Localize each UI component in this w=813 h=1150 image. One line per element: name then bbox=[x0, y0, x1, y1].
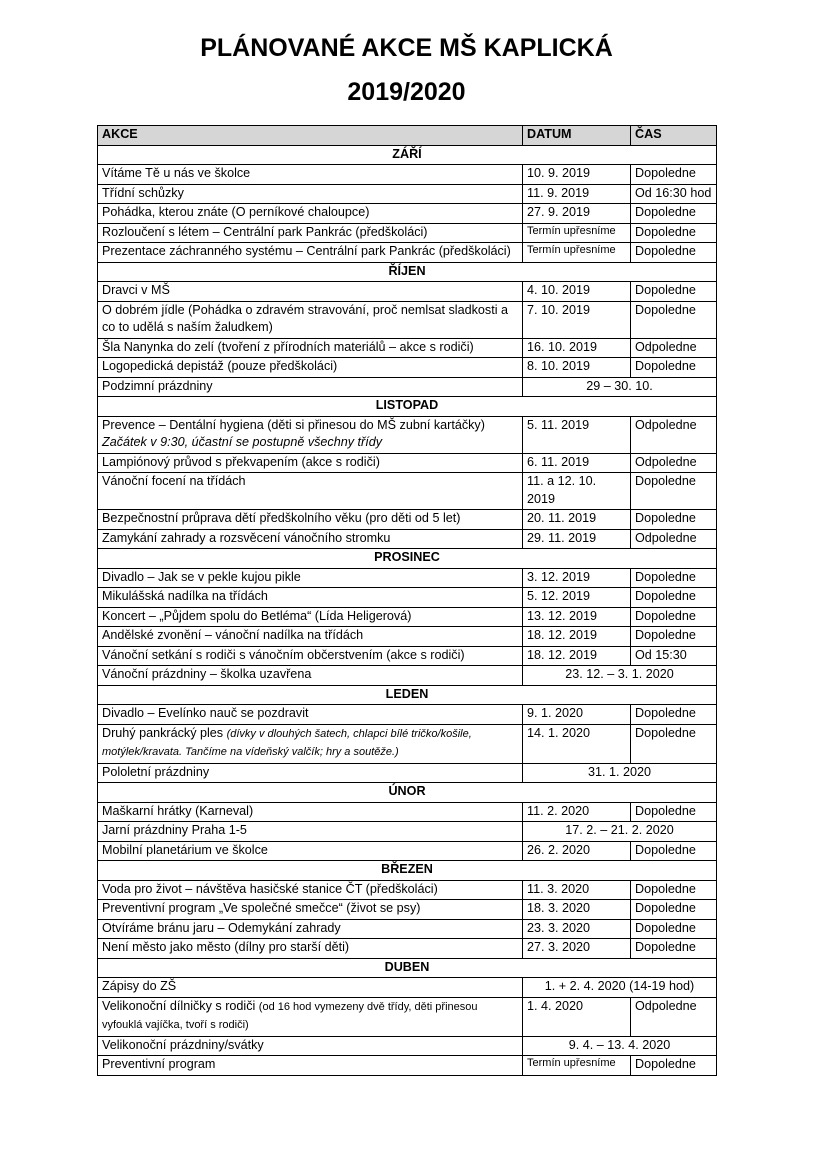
event-name: Preventivní program bbox=[102, 1057, 216, 1071]
cell-date-range: 29 – 30. 10. bbox=[523, 377, 717, 397]
table-row bbox=[98, 822, 717, 842]
cell-datum: 18. 3. 2020 bbox=[523, 900, 631, 920]
cell-akce bbox=[98, 724, 523, 763]
table-row bbox=[98, 627, 717, 647]
cell-akce bbox=[98, 453, 523, 473]
table-row bbox=[98, 282, 717, 302]
column-header-cas: ČAS bbox=[631, 126, 717, 146]
event-name: Pohádka, kterou znáte (O perníkové chaloupce) bbox=[102, 205, 370, 219]
event-name: O dobrém jídle (Pohádka o zdravém stravování, proč nemlsat sladkosti a co to udělá s naším žaludkem) bbox=[102, 302, 508, 334]
cell-akce bbox=[98, 301, 523, 338]
cell-datum: Termín upřesníme bbox=[523, 223, 631, 243]
table-row bbox=[98, 724, 717, 763]
cell-cas: Odpoledne bbox=[631, 338, 717, 358]
event-name: Třídní schůzky bbox=[102, 185, 184, 200]
event-name: Divadlo – Evelínko nauč se pozdravit bbox=[102, 706, 309, 720]
cell-datum: 7. 10. 2019 bbox=[523, 301, 631, 338]
cell-cas: Dopoledne bbox=[631, 900, 717, 920]
cell-datum: 5. 12. 2019 bbox=[523, 588, 631, 608]
event-name: Prevence – Dentální hygiena (děti si přinesou do MŠ zubní kartáčky) bbox=[102, 417, 485, 432]
table-row bbox=[98, 900, 717, 920]
cell-datum: 13. 12. 2019 bbox=[523, 607, 631, 627]
table-row bbox=[98, 802, 717, 822]
event-name: Šla Nanynka do zelí (tvoření z přírodních materiálů – akce s rodiči) bbox=[102, 339, 474, 354]
cell-datum: 8. 10. 2019 bbox=[523, 358, 631, 378]
cell-cas: Od 16:30 hod bbox=[631, 184, 717, 204]
table-row bbox=[98, 243, 717, 263]
cell-akce bbox=[98, 880, 523, 900]
cell-akce bbox=[98, 243, 523, 263]
table-row bbox=[98, 1036, 717, 1056]
cell-datum: Termín upřesníme bbox=[523, 243, 631, 263]
cell-cas: Dopoledne bbox=[631, 607, 717, 627]
event-name: Velikonoční dílničky s rodiči bbox=[102, 998, 256, 1013]
cell-datum: 9. 1. 2020 bbox=[523, 705, 631, 725]
event-name: Dravci v MŠ bbox=[102, 283, 170, 297]
cell-akce bbox=[98, 900, 523, 920]
cell-cas: Dopoledne bbox=[631, 841, 717, 861]
cell-datum: 23. 3. 2020 bbox=[523, 919, 631, 939]
cell-datum: 27. 9. 2019 bbox=[523, 204, 631, 224]
event-name: Vánoční setkání s rodiči s vánočním občerstvením (akce s rodiči) bbox=[102, 647, 465, 662]
table-row bbox=[98, 1056, 717, 1076]
cell-akce bbox=[98, 1056, 523, 1076]
month-row bbox=[98, 549, 717, 569]
cell-cas: Dopoledne bbox=[631, 919, 717, 939]
event-name: Bezpečnostní průprava dětí předškolního věku (pro děti od 5 let) bbox=[102, 511, 461, 525]
month-heading: ÚNOR bbox=[98, 783, 717, 803]
cell-datum: 16. 10. 2019 bbox=[523, 338, 631, 358]
cell-cas: Dopoledne bbox=[631, 880, 717, 900]
cell-datum: 26. 2. 2020 bbox=[523, 841, 631, 861]
table-row bbox=[98, 939, 717, 959]
month-heading: PROSINEC bbox=[98, 549, 717, 569]
event-name: Mobilní planetárium ve školce bbox=[102, 842, 268, 857]
event-note: (dívky v dlouhých šatech, chlapci bílé tričko/košile, motýlek/kravata. Tančíme na vídeňský valčík; hry a soutěže.) bbox=[102, 727, 472, 758]
table-row bbox=[98, 416, 717, 453]
event-name: Zápisy do ZŠ bbox=[102, 979, 177, 993]
cell-cas: Dopoledne bbox=[631, 588, 717, 608]
cell-date-range: 23. 12. – 3. 1. 2020 bbox=[523, 666, 717, 686]
cell-akce bbox=[98, 282, 523, 302]
table-row bbox=[98, 184, 717, 204]
cell-akce bbox=[98, 529, 523, 549]
cell-akce bbox=[98, 997, 523, 1036]
cell-cas: Dopoledne bbox=[631, 568, 717, 588]
month-heading: DUBEN bbox=[98, 958, 717, 978]
table-row bbox=[98, 529, 717, 549]
table-row bbox=[98, 763, 717, 783]
cell-akce bbox=[98, 165, 523, 185]
event-name: Divadlo – Jak se v pekle kujou pikle bbox=[102, 569, 301, 584]
table-row bbox=[98, 568, 717, 588]
cell-akce bbox=[98, 939, 523, 959]
cell-akce bbox=[98, 646, 523, 666]
month-heading: BŘEZEN bbox=[98, 861, 717, 881]
cell-date-range: 1. + 2. 4. 2020 (14-19 hod) bbox=[523, 978, 717, 998]
month-heading: LEDEN bbox=[98, 685, 717, 705]
cell-cas: Dopoledne bbox=[631, 243, 717, 263]
page-title: PLÁNOVANÉ AKCE MŠ KAPLICKÁ bbox=[200, 34, 613, 62]
cell-datum: 6. 11. 2019 bbox=[523, 453, 631, 473]
cell-datum: Termín upřesníme bbox=[523, 1056, 631, 1076]
event-name: Velikonoční prázdniny/svátky bbox=[102, 1037, 264, 1052]
event-name: Voda pro život – návštěva hasičské stanice ČT (předškoláci) bbox=[102, 881, 438, 896]
table-row bbox=[98, 880, 717, 900]
event-name: Lampiónový průvod s překvapením (akce s rodiči) bbox=[102, 454, 380, 469]
cell-datum: 10. 9. 2019 bbox=[523, 165, 631, 185]
cell-cas: Dopoledne bbox=[631, 939, 717, 959]
event-name: Vánoční focení na třídách bbox=[102, 474, 246, 488]
month-heading: ŘÍJEN bbox=[98, 262, 717, 282]
cell-akce bbox=[98, 802, 523, 822]
cell-datum: 11. 9. 2019 bbox=[523, 184, 631, 204]
table-row bbox=[98, 165, 717, 185]
cell-datum: 11. a 12. 10. 2019 bbox=[523, 473, 631, 510]
school-year: 2019/2020 bbox=[347, 78, 466, 106]
events-table bbox=[97, 125, 717, 1076]
table-row bbox=[98, 510, 717, 530]
table-row bbox=[98, 204, 717, 224]
cell-akce bbox=[98, 358, 523, 378]
cell-akce bbox=[98, 473, 523, 510]
cell-akce bbox=[98, 919, 523, 939]
cell-cas: Dopoledne bbox=[631, 510, 717, 530]
event-name: Pololetní prázdniny bbox=[102, 764, 210, 779]
cell-akce bbox=[98, 377, 523, 397]
cell-cas: Dopoledne bbox=[631, 301, 717, 338]
table-row bbox=[98, 223, 717, 243]
cell-cas: Odpoledne bbox=[631, 453, 717, 473]
cell-datum: 14. 1. 2020 bbox=[523, 724, 631, 763]
column-header-datum: DATUM bbox=[523, 126, 631, 146]
cell-cas: Odpoledne bbox=[631, 416, 717, 453]
month-heading: LISTOPAD bbox=[98, 397, 717, 417]
event-note: Začátek v 9:30, účastní se postupně všechny třídy bbox=[102, 435, 383, 449]
cell-datum: 18. 12. 2019 bbox=[523, 627, 631, 647]
cell-akce bbox=[98, 705, 523, 725]
cell-akce bbox=[98, 510, 523, 530]
cell-akce bbox=[98, 822, 523, 842]
event-name: Jarní prázdniny Praha 1-5 bbox=[102, 823, 247, 837]
event-name: Vánoční prázdniny – školka uzavřena bbox=[102, 667, 312, 681]
cell-datum: 18. 12. 2019 bbox=[523, 646, 631, 666]
month-row bbox=[98, 397, 717, 417]
table-row bbox=[98, 646, 717, 666]
event-name: Vítáme Tě u nás ve školce bbox=[102, 166, 251, 180]
cell-akce bbox=[98, 978, 523, 998]
month-row bbox=[98, 262, 717, 282]
cell-cas: Dopoledne bbox=[631, 1056, 717, 1076]
month-row bbox=[98, 958, 717, 978]
cell-cas: Dopoledne bbox=[631, 282, 717, 302]
month-row bbox=[98, 145, 717, 165]
month-heading: ZÁŘÍ bbox=[98, 145, 717, 165]
table-row bbox=[98, 301, 717, 338]
cell-cas: Odpoledne bbox=[631, 997, 717, 1036]
cell-date-range: 31. 1. 2020 bbox=[523, 763, 717, 783]
cell-datum: 11. 3. 2020 bbox=[523, 880, 631, 900]
table-row bbox=[98, 978, 717, 998]
cell-akce bbox=[98, 763, 523, 783]
events-table-body bbox=[98, 145, 717, 1075]
table-row bbox=[98, 705, 717, 725]
event-name: Maškarní hrátky (Karneval) bbox=[102, 803, 254, 818]
event-name: Koncert – „Půjdem spolu do Betléma“ (Lída Heligerová) bbox=[102, 608, 412, 623]
event-name: Zamykání zahrady a rozsvěcení vánočního stromku bbox=[102, 530, 391, 545]
event-name: Preventivní program „Ve společné smečce“ (život se psy) bbox=[102, 901, 421, 915]
cell-cas: Dopoledne bbox=[631, 627, 717, 647]
month-row bbox=[98, 685, 717, 705]
event-name: Logopedická depistáž (pouze předškoláci) bbox=[102, 359, 338, 373]
cell-cas: Dopoledne bbox=[631, 724, 717, 763]
month-row bbox=[98, 783, 717, 803]
table-row bbox=[98, 453, 717, 473]
event-name: Andělské zvonění – vánoční nadílka na třídách bbox=[102, 628, 364, 642]
event-name: Rozloučení s létem – Centrální park Pankrác (předškoláci) bbox=[102, 224, 428, 239]
month-row bbox=[98, 861, 717, 881]
cell-datum: 11. 2. 2020 bbox=[523, 802, 631, 822]
cell-cas: Od 15:30 bbox=[631, 646, 717, 666]
cell-akce bbox=[98, 568, 523, 588]
cell-akce bbox=[98, 666, 523, 686]
cell-cas: Dopoledne bbox=[631, 802, 717, 822]
cell-akce bbox=[98, 223, 523, 243]
event-name: Druhý pankrácký ples bbox=[102, 725, 224, 740]
cell-datum: 27. 3. 2020 bbox=[523, 939, 631, 959]
cell-akce bbox=[98, 588, 523, 608]
cell-cas: Dopoledne bbox=[631, 165, 717, 185]
table-row bbox=[98, 666, 717, 686]
cell-cas: Odpoledne bbox=[631, 529, 717, 549]
column-header-akce: AKCE bbox=[98, 126, 523, 146]
cell-cas: Dopoledne bbox=[631, 204, 717, 224]
cell-datum: 4. 10. 2019 bbox=[523, 282, 631, 302]
table-row bbox=[98, 588, 717, 608]
cell-datum: 1. 4. 2020 bbox=[523, 997, 631, 1036]
cell-akce bbox=[98, 184, 523, 204]
cell-akce bbox=[98, 416, 523, 453]
table-row bbox=[98, 338, 717, 358]
event-name: Podzimní prázdniny bbox=[102, 378, 213, 393]
cell-datum: 5. 11. 2019 bbox=[523, 416, 631, 453]
cell-akce bbox=[98, 1036, 523, 1056]
cell-akce bbox=[98, 841, 523, 861]
cell-akce bbox=[98, 607, 523, 627]
cell-date-range: 9. 4. – 13. 4. 2020 bbox=[523, 1036, 717, 1056]
cell-cas: Dopoledne bbox=[631, 705, 717, 725]
cell-date-range: 17. 2. – 21. 2. 2020 bbox=[523, 822, 717, 842]
event-name: Mikulášská nadílka na třídách bbox=[102, 589, 268, 603]
cell-datum: 29. 11. 2019 bbox=[523, 529, 631, 549]
cell-datum: 20. 11. 2019 bbox=[523, 510, 631, 530]
table-row bbox=[98, 841, 717, 861]
event-name: Otvíráme bránu jaru – Odemykání zahrady bbox=[102, 920, 341, 935]
event-name: Prezentace záchranného systému – Centrální park Pankrác (předškoláci) bbox=[102, 244, 511, 258]
cell-datum: 3. 12. 2019 bbox=[523, 568, 631, 588]
table-row bbox=[98, 377, 717, 397]
table-row bbox=[98, 358, 717, 378]
cell-akce bbox=[98, 627, 523, 647]
event-note: (od 16 hod vymezeny dvě třídy, děti přinesou vyfouklá vajíčka, tvoří s rodiči) bbox=[102, 1000, 478, 1031]
table-header-row bbox=[98, 126, 717, 146]
table-row bbox=[98, 919, 717, 939]
cell-cas: Dopoledne bbox=[631, 223, 717, 243]
cell-cas: Dopoledne bbox=[631, 358, 717, 378]
event-name: Není město jako město (dílny pro starší děti) bbox=[102, 940, 350, 954]
cell-akce bbox=[98, 338, 523, 358]
cell-akce bbox=[98, 204, 523, 224]
table-row bbox=[98, 473, 717, 510]
table-row bbox=[98, 607, 717, 627]
cell-cas: Dopoledne bbox=[631, 473, 717, 510]
table-row bbox=[98, 997, 717, 1036]
